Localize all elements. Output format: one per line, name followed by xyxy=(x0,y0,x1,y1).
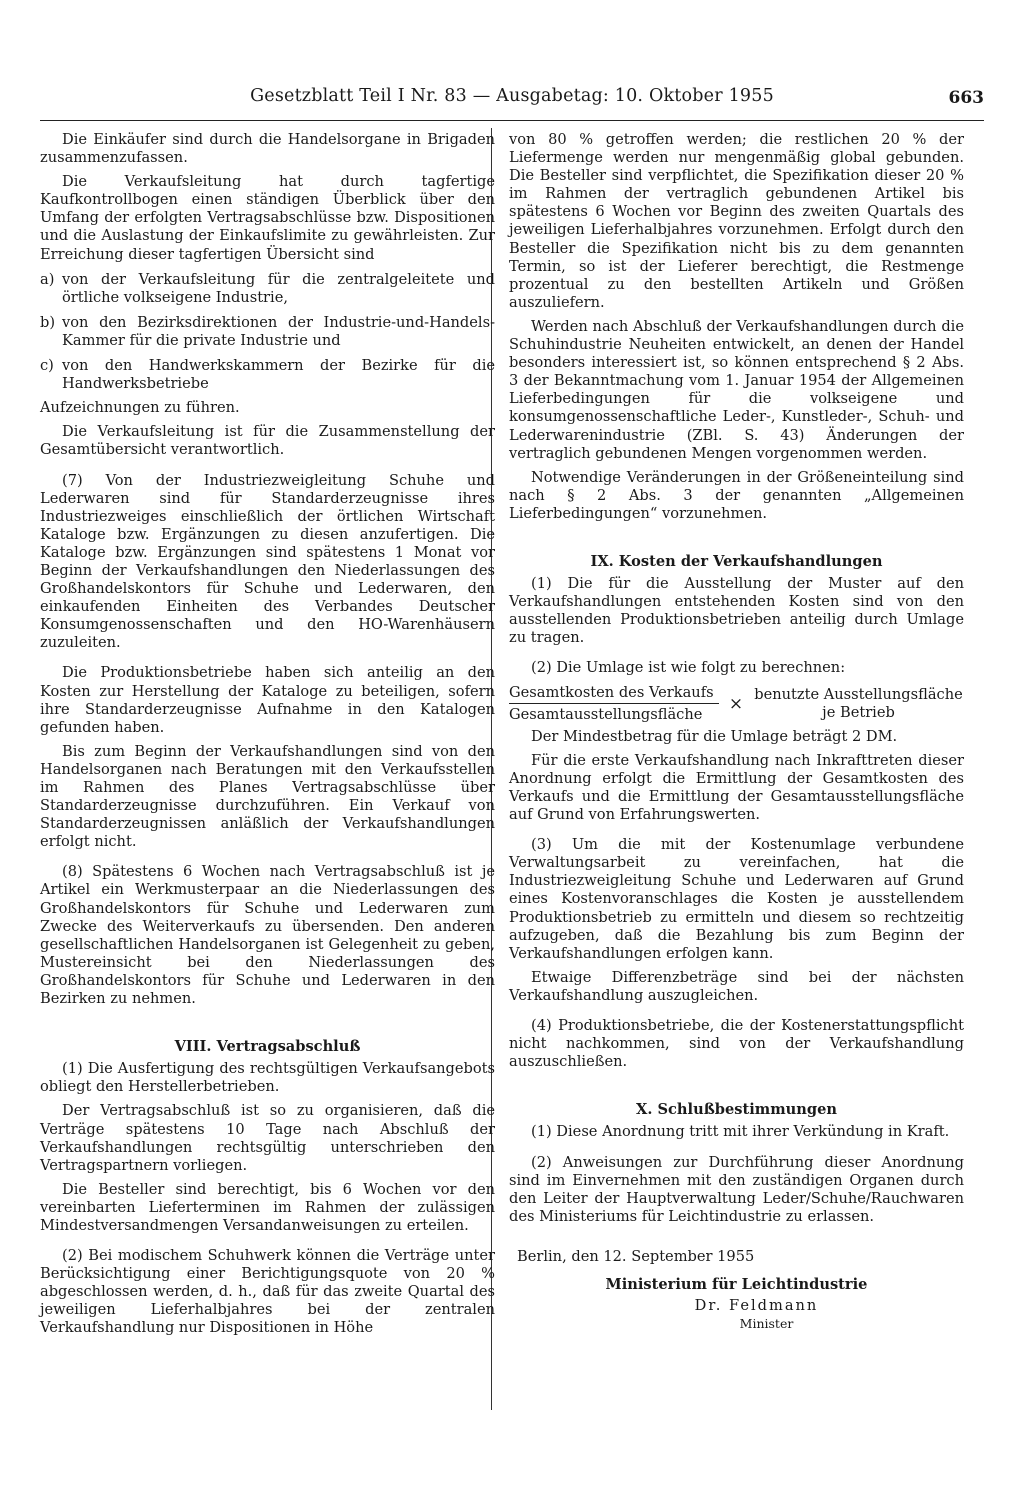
formula-fraction xyxy=(509,684,719,724)
formula-factor: benutzte Ausstellungsfläche je Betrieb xyxy=(754,685,963,721)
list-item-label: b) xyxy=(40,313,56,331)
list-item xyxy=(40,271,495,307)
paragraph: Etwaige Differenzbeträge sind bei der nächsten Verkaufshandlung auszugleichen. xyxy=(509,968,964,1004)
right-column xyxy=(509,131,964,1333)
signature-title: Minister xyxy=(739,1316,794,1332)
paragraph: Der Mindestbetrag für die Umlage beträgt 2 DM. xyxy=(531,727,898,745)
paragraph: (2) Die Umlage ist wie folgt zu berechnen: xyxy=(531,659,846,677)
page-number: 663 xyxy=(948,88,984,108)
list-item xyxy=(40,314,495,350)
paragraph: Die Produktionsbetriebe haben sich anteilig an den Kosten zur Herstellung der Kataloge zu beteiligen, sofern ihre Standarderzeugnisse Aufnahme in den Katalogen gefunden haben. xyxy=(40,664,495,736)
paragraph: Die Einkäufer sind durch die Handelsorgane in Brigaden zusammenzufassen. xyxy=(40,131,495,167)
paragraph: (1) Die Ausfertigung des rechtsgültigen Verkaufsangebots obliegt den Herstellerbetrieben. xyxy=(40,1060,495,1096)
paragraph: Die Verkaufsleitung ist für die Zusammenstellung der Gesamtübersicht verantwortlich. xyxy=(40,423,495,459)
paragraph: (7) Von der Industriezweigleitung Schuhe und Lederwaren sind für Standarderzeugnisse ihres Industriezweiges einschließlich der örtlichen Wirtschaft Kataloge bzw. Ergänzungen zu diesen anzufertigen. Die Kataloge bzw. Ergänzungen sind spätestens 1 Monat vor Beginn der Verkaufshandlungen den Niederlassungen des Großhandelskontors für Schuhe und Lederwaren, den einkaufenden Einheiten des Verbandes Deutscher Konsumgenossenschaften und den HO-Warenhäusern zuzuleiten. xyxy=(40,471,495,652)
left-column xyxy=(40,131,495,1338)
paragraph: Die Verkaufsleitung hat durch tagfertige Kaufkontrollbogen einen ständigen Überblick über den Umfang der erfolgten Vertragsabschlüsse bzw. Dispositionen und die Auslastung der Einkaufslimite zu gewährleisten. Zur Erreichung dieser tagfertigen Übersicht sind xyxy=(40,173,495,263)
list-item-label: c) xyxy=(40,357,54,375)
header-title: Gesetzblatt Teil I Nr. 83 — Ausgabetag: 10. Oktober 1955 xyxy=(250,86,774,106)
formula-denominator: Gesamtausstellungsfläche xyxy=(509,705,703,723)
paragraph: Werden nach Abschluß der Verkaufshandlungen durch die Schuhindustrie Neuheiten entwickelt, an denen der Handel besonders interessiert ist, so können entsprechend § 2 Abs. 3 der Bekanntmachung vom 1. Januar 1954 der Allgemeinen Lieferbedingungen für die volkseigene und konsumgenossenschaftliche Leder-, Kunstleder-, Schuh- und Lederwarenindustrie (ZBl. S. 43) Änderungen der vertraglich gebundenen Mengen vorgenommen werden. xyxy=(509,317,964,462)
paragraph: Die Besteller sind berechtigt, bis 6 Wochen vor den vereinbarten Lieferterminen im Rahmen der zulässigen Mindestversandmengen Versandanweisungen zu erteilen. xyxy=(40,1180,495,1234)
page-header xyxy=(40,86,984,121)
paragraph: (2) Anweisungen zur Durchführung dieser Anordnung sind im Einvernehmen mit den zuständigen Organen durch den Leiter der Hauptverwaltung Leder/Schuhe/Rauchwaren des Ministeriums für Leichtindustrie zu erlassen. xyxy=(509,1153,964,1225)
paragraph: Bis zum Beginn der Verkaufshandlungen sind von den Handelsorganen nach Beratungen mit den Verkaufsstellen im Rahmen des Planes Vertragsabschlüsse über Standarderzeugnisse durchzuführen. Ein Verkauf von Standarderzeugnissen anläßlich der Verkaufshandlungen erfolgt nicht. xyxy=(40,742,495,851)
paragraph: (3) Um die mit der Kostenumlage verbundene Verwaltungsarbeit zu vereinfachen, hat die Industriezweigleitung Schuhe und Lederwaren auf Grund eines Kostenvoranschlages die Kosten je ausstellendem Produktionsbetrieb zu ermitteln und diesem so rechtzeitig aufzugeben, daß die Bezahlung bis zum Beginn der Verkaufshandlungen erfolgen kann. xyxy=(509,836,964,962)
section-heading-ix: IX. Kosten der Verkaufshandlungen xyxy=(590,552,883,570)
paragraph: (1) Die für die Ausstellung der Muster auf den Verkaufshandlungen entstehenden Kosten sind von den ausstellenden Produktionsbetrieben anteilig durch Umlage zu tragen. xyxy=(509,575,964,647)
multiply-operator: × xyxy=(728,693,744,714)
paragraph: (1) Diese Anordnung tritt mit ihrer Verkündung in Kraft. xyxy=(531,1123,950,1141)
signature-name: Dr. Feldmann xyxy=(694,1297,819,1315)
formula-numerator: Gesamtkosten des Verkaufs xyxy=(509,684,719,704)
list-item-label: a) xyxy=(40,270,55,288)
paragraph: (4) Produktionsbetriebe, die der Kostenerstattungspflicht nicht nachkommen, sind von der Verkaufshandlung auszuschließen. xyxy=(509,1017,964,1071)
list-item-text: von den Handwerkskammern der Bezirke für die Handwerksbetriebe xyxy=(62,357,495,393)
paragraph: (2) Bei modischem Schuhwerk können die Verträge unter Berücksichtigung einer Berichtigungsquote von 20 % abgeschlossen werden, d. h., daß für das zweite Quartal des jeweiligen Lieferhalbjahres bei der zentralen Verkaufshandlung nur Dispositionen in Höhe xyxy=(40,1247,495,1337)
list-item-text: von den Bezirksdirektionen der Industrie-und-Handels-Kammer für die private Industrie und xyxy=(62,313,495,349)
paragraph: Notwendige Veränderungen in der Größeneinteilung sind nach § 2 Abs. 3 der genannten „Allgemeinen Lieferbedingungen“ vorzunehmen. xyxy=(509,468,964,522)
cost-formula xyxy=(509,684,964,724)
paragraph: Für die erste Verkaufshandlung nach Inkrafttreten dieser Anordnung erfolgt die Ermittlung der Gesamtkosten des Verkaufs und die Ermittlung der Gesamtausstellungsfläche auf Grund von Erfahrungswerten. xyxy=(509,751,964,824)
paragraph: Der Vertragsabschluß ist so zu organisieren, daß die Verträge spätestens 10 Tage nach Abschluß der Verkaufshandlungen rechtsgültig unterschrieben den Vertragspartnern vorliegen. xyxy=(40,1102,495,1174)
list-item xyxy=(40,357,495,393)
paragraph: (8) Spätestens 6 Wochen nach Vertragsabschluß ist je Artikel ein Werkmusterpaar an die Niederlassungen des Großhandelskontors für Schuhe und Lederwaren zum Zwecke des Weiterverkaufs zu übersenden. Den anderen gesellschaftlichen Handelsorganen ist Gelegenheit zu geben, Mustereinsicht bei den Niederlassungen des Großhandelskontors für Schuhe und Lederwaren in den Bezirken zu nehmen. xyxy=(40,863,495,1008)
signature-ministry: Ministerium für Leichtindustrie xyxy=(605,1275,868,1293)
section-heading-viii: VIII. Vertragsabschluß xyxy=(174,1038,361,1056)
list-item-text: von der Verkaufsleitung für die zentralgeleitete und örtliche volkseigene Industrie, xyxy=(62,270,495,306)
signature-place-date: Berlin, den 12. September 1955 xyxy=(517,1247,755,1265)
section-heading-x: X. Schlußbestimmungen xyxy=(636,1101,837,1119)
paragraph: Aufzeichnungen zu führen. xyxy=(40,399,240,417)
paragraph: von 80 % getroffen werden; die restlichen 20 % der Liefermenge werden nur mengenmäßig global gebunden. Die Besteller sind verpflichtet, die Spezifikation dieser 20 % im Rahmen der vertraglich gebundenen Artikel bis spätestens 6 Wochen vor Beginn des zweiten Quartals des jeweiligen Lieferhalbjahres vorzunehmen. Erfolgt durch den Besteller die Spezifikation nicht bis zu dem genannten Termin, so ist der Lieferer berechtigt, die Restmenge prozentual zu den bestellten Artikeln und Größen auszuliefern. xyxy=(509,131,964,311)
